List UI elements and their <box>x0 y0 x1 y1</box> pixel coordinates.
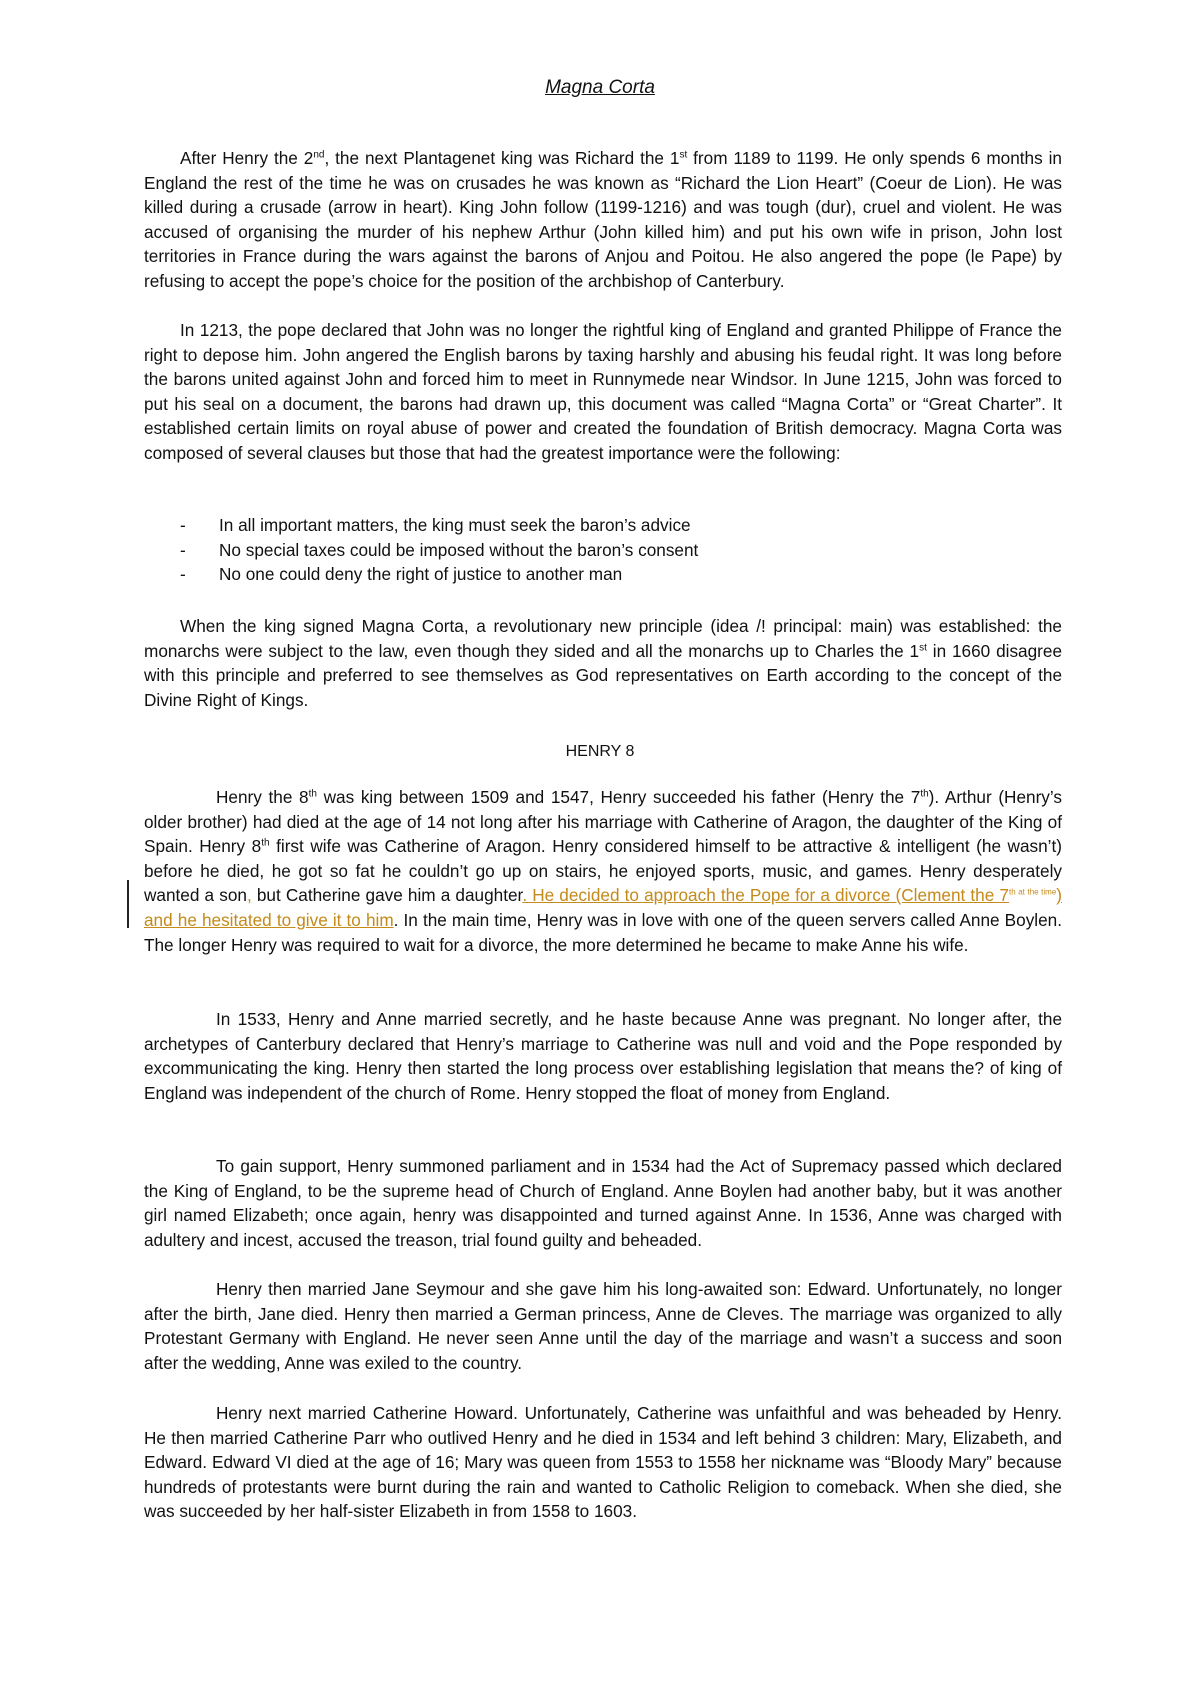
text-run: in 1660 disagree with this principle and preferred to see themselves as God representatives on Earth according to the concept of the Divine Right of Kings. <box>144 640 1063 710</box>
list-item <box>144 513 1062 538</box>
text-run: . In the main time, Henry was in love with one of the queen servers called Anne Boylen. The longer Henry was required to wait for a divorce, the more determined he became to make Anne his wife. <box>144 909 1062 955</box>
text-run: ). Arthur (Henry’s older brother) had died at the age of 14 not long after his marriage with Catherine of Aragon, the daughter of the King of Spain. Henry 8 <box>144 787 1062 857</box>
paragraph-new-principle <box>144 614 1062 712</box>
text-run: When the king signed Magna Corta, a revolutionary new principle (idea /! principal: main) was established: the monarchs were subject to the law, even though they sided and all the monarchs up to Charles the 1 <box>144 616 1062 661</box>
paragraph-jane-seymour: Henry then married Jane Seymour and she gave him his long-awaited son: Edward. Unfortunately, no longer after the birth, Jane died. Henry then married a German princess, Anne de Cleves. The marriage was organized to ally Protestant Germany with England. He never seen Anne until the day of the marriage and wasn’t a success and soon after the wedding, Anne was exiled to the country. <box>144 1279 1062 1373</box>
list-item-text: No one could deny the right of justice to another man <box>219 564 623 585</box>
text-run: Henry the 8 <box>216 787 309 807</box>
tracked-insertion: , <box>246 885 252 906</box>
list-item-text: In all important matters, the king must seek the baron’s advice <box>219 515 691 535</box>
clauses-list <box>144 513 1062 587</box>
list-item <box>144 538 1062 563</box>
tracked-insertion: ) and he hesitated to give it to him <box>144 885 1063 930</box>
paragraph-later-wives: Henry next married Catherine Howard. Unfortunately, Catherine was unfaithful and was beheaded by Henry. He then married Catherine Parr who outlived Henry and he died in 1534 and left behind 3 children: Mary, Elizabeth, and Edward. Edward VI died at the age of 16; Mary was queen from 1553 to 1558 her nickname was “Bloody Mary” because hundreds of protestants were burnt during the rain and wanted to Catholic Religion to comeback. When she died, she was succeeded by her half-sister Elizabeth in from 1558 to 1603. <box>144 1403 1062 1522</box>
bullet-dash: - <box>180 539 186 560</box>
list-item <box>144 562 1062 587</box>
paragraph-anne-boylen: In 1533, Henry and Anne married secretly, and he haste because Anne was pregnant. No longer after, the archetypes of Canterbury declared that Henry’s marriage to Catherine was null and void and the Pope responded by excommunicating the king. Henry then started the long process over establishing legislation that means the? of king of England was independent of the church of Rome. Henry stopped the float of money from England. <box>144 1009 1062 1103</box>
text-run: but Catherine gave him a daughter <box>251 885 523 906</box>
paragraph-henry-8 <box>144 785 1062 957</box>
superscript: th <box>261 837 270 849</box>
list-item-text: No special taxes could be imposed without the baron’s consent <box>219 539 699 560</box>
bullet-dash: - <box>180 564 186 585</box>
text-run: , the next Plantagenet king was Richard the 1 <box>324 148 680 168</box>
tracked-insertion: . He decided to approach the Pope for a divorce (Clement the 7 <box>522 885 1009 906</box>
tracked-insertion-superscript: th at the time <box>1008 887 1057 897</box>
text-run: was king between 1509 and 1547, Henry succeeded his father (Henry the 7 <box>316 787 921 807</box>
superscript: nd <box>313 149 325 161</box>
paragraph-magna-corta: In 1213, the pope declared that John was no longer the rightful king of England and granted Philippe of France the right to depose him. John angered the English barons by taxing harshly and abusing his feudal right. It was long before the barons united against John and forced him to meet in Runnymede near Windsor. In June 1215, John was forced to put his seal on a document, the barons had drawn up, this document was called “Magna Corta” or “Great Charter”. It established certain limits on royal abuse of power and created the foundation of British democracy. Magna Corta was composed of several clauses but those that had the greatest importance were the following: <box>144 320 1062 463</box>
superscript: st <box>679 149 688 161</box>
superscript: th <box>308 788 317 800</box>
superscript: st <box>919 641 927 653</box>
revision-change-bar <box>127 880 129 928</box>
text-run: After Henry the 2 <box>180 148 314 168</box>
text-run: from 1189 to 1199. He only spends 6 months in England the rest of the time he was on crusades he was known as “Richard the Lion Heart” (Coeur de Lion). He was killed during a crusade (arrow in heart). King John follow (1199-1216) and was tough (dur), cruel and violent. He was accused of organising the murder of his nephew Arthur (John killed him) and put his own wife in prison, John lost territories in France during the wars against the barons of Anjou and Poitou. He also angered the pope (le Pape) by refusing to accept the pope’s choice for the position of the archbishop of Canterbury. <box>144 148 1062 291</box>
section-heading: HENRY 8 <box>565 743 635 760</box>
document-title: Magna Corta <box>545 77 655 98</box>
text-run: first wife was Catherine of Aragon. Henry considered himself to be attractive & intelligent (he wasn’t) before he died, he got so fat he couldn’t go up on stairs, he enjoyed sports, music, and games. Henry desperately wanted a son <box>144 836 1062 906</box>
superscript: th <box>920 788 929 800</box>
paragraph-richard-john <box>144 146 1062 294</box>
bullet-dash: - <box>180 515 186 535</box>
paragraph-act-of-supremacy: To gain support, Henry summoned parliament and in 1534 had the Act of Supremacy passed which declared the King of England, to be the supreme head of Church of England. Anne Boylen had another baby, but it was another girl named Elizabeth; once again, henry was disappointed and turned against Anne. In 1536, Anne was charged with adultery and incest, accused the treason, trial found guilty and beheaded. <box>144 1156 1062 1250</box>
